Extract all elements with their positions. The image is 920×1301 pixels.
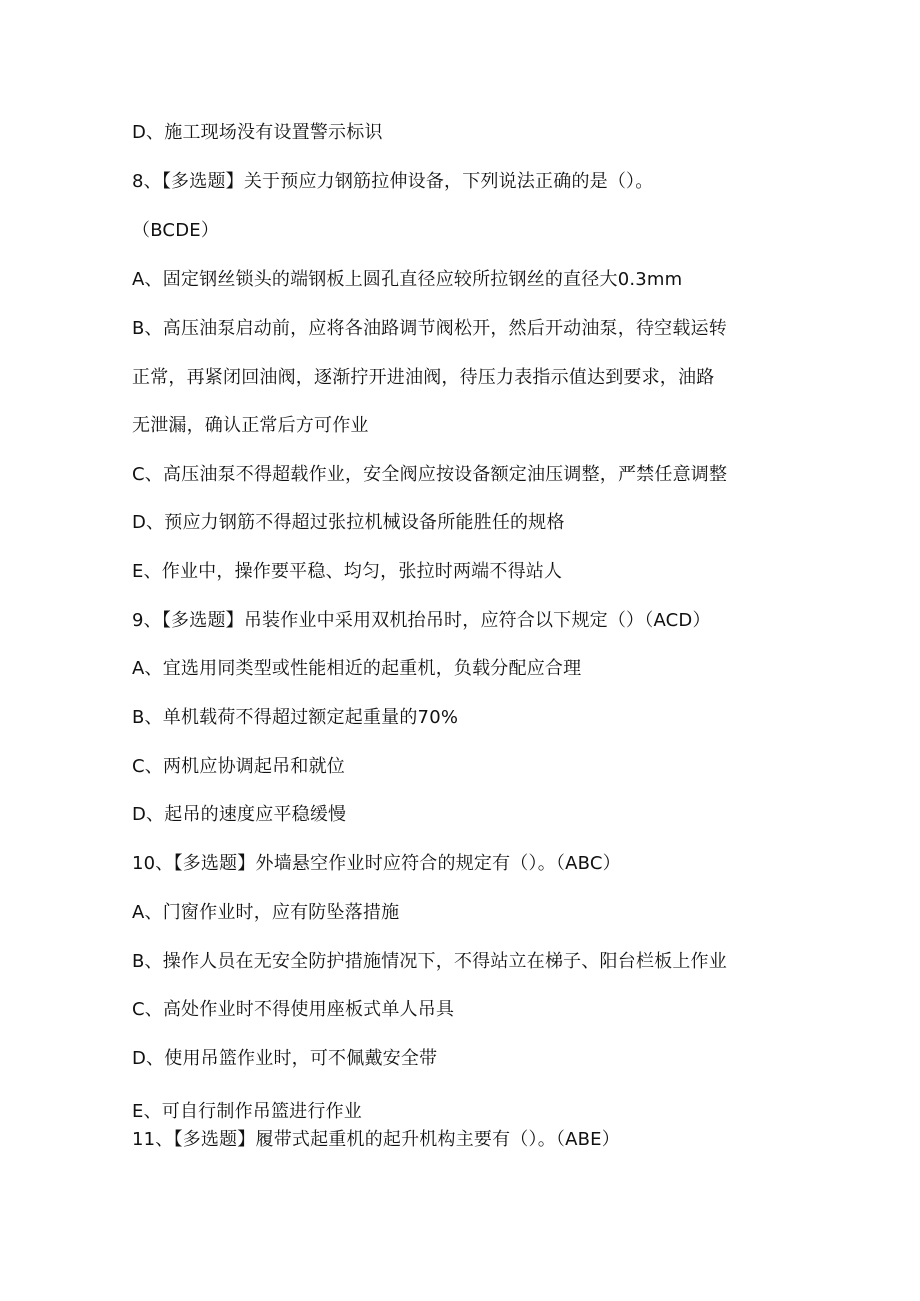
option-d-q10: D、使用吊篮作业时，可不佩戴安全带: [132, 1048, 438, 1069]
option-c-q9: C、两机应协调起吊和就位: [132, 756, 345, 777]
option-c-q10: C、高处作业时不得使用座板式单人吊具: [132, 999, 455, 1020]
option-b-q8-line3: 无泄漏，确认正常后方可作业: [132, 415, 369, 436]
option-b-q9: B、单机载荷不得超过额定起重量的70%: [132, 707, 459, 728]
question-10: 10、【多选题】外墙悬空作业时应符合的规定有（）。（ABC）: [132, 853, 621, 874]
option-d-q9: D、起吊的速度应平稳缓慢: [132, 804, 347, 825]
question-8: 8、【多选题】关于预应力钢筋拉伸设备，下列说法正确的是（）。: [132, 171, 654, 192]
option-a-q10: A、门窗作业时，应有防坠落措施: [132, 902, 400, 923]
option-b-q8-line2: 正常，再紧闭回油阀，逐渐拧开进油阀，待压力表指示值达到要求，油路: [132, 367, 715, 388]
option-c-q8: C、高压油泵不得超载作业，安全阀应按设备额定油压调整，严禁任意调整: [132, 464, 728, 485]
option-a-q8: A、固定钢丝锁头的端钢板上圆孔直径应较所拉钢丝的直径大0.3mm: [132, 269, 683, 290]
question-11: 11、【多选题】履带式起重机的起升机构主要有（）。（ABE）: [132, 1129, 620, 1150]
option-b-q10: B、操作人员在无安全防护措施情况下，不得站立在梯子、阳台栏板上作业: [132, 951, 727, 972]
option-d-q7: D、施工现场没有设置警示标识: [132, 122, 383, 143]
answer-q8: （BCDE）: [132, 220, 220, 241]
option-e-q8: E、作业中，操作要平稳、均匀，张拉时两端不得站人: [132, 561, 563, 582]
option-d-q8: D、预应力钢筋不得超过张拉机械设备所能胜任的规格: [132, 512, 565, 533]
option-e-q10: E、可自行制作吊篮进行作业: [132, 1101, 362, 1122]
question-9: 9、【多选题】吊装作业中采用双机抬吊时，应符合以下规定（）（ACD）: [132, 610, 711, 631]
option-a-q9: A、宜选用同类型或性能相近的起重机，负载分配应合理: [132, 658, 582, 679]
option-b-q8-line1: B、高压油泵启动前，应将各油路调节阀松开，然后开动油泵，待空载运转: [132, 318, 727, 339]
